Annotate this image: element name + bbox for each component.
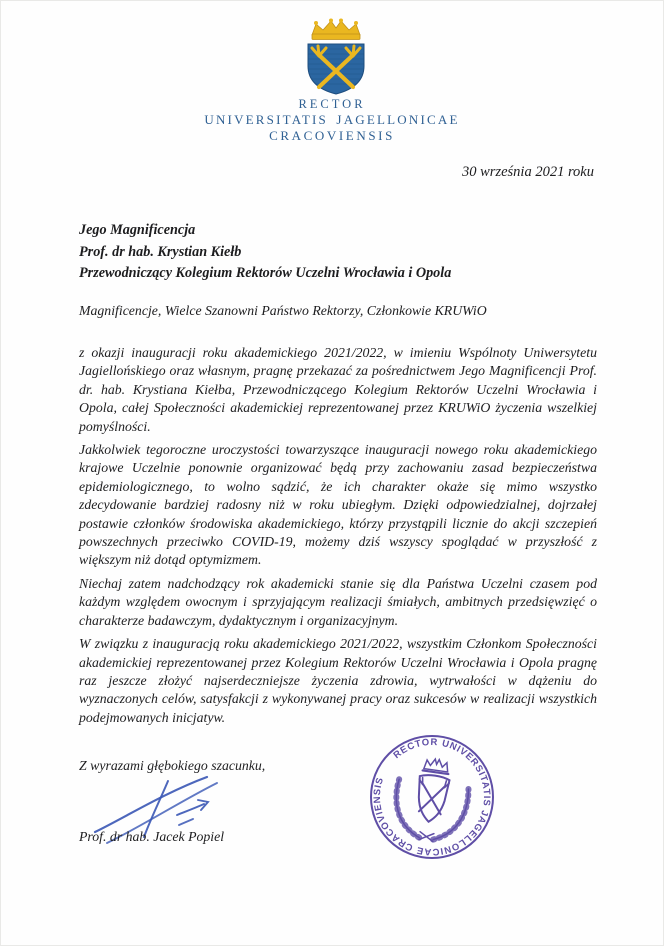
stamp-crown-icon [423,758,451,774]
addressee-title: Przewodniczący Kolegium Rektorów Uczelni Wrocławia i Opola [79,265,452,281]
letterhead-line3: CRACOVIENSIS [269,127,395,143]
addressee-block [79,220,451,285]
rector-round-stamp-icon [367,732,497,862]
paragraph-4: W związku z inauguracją roku akademickiego 2021/2022, wszystkim Członkom Społeczności akademickiej reprezentowanej przez Kolegium Rektorów Uczelni Wrocławia i Opola pragnę raz jeszcze złożyć najserdeczniejsze życzenia zdrowia, wytrwałości w dążeniu do wyznaczonych celów, satysfakcji z wykonywanej pracy oraz sukcesów w realizacji wszystkich podejmowanych inicjatyw. [79,636,597,725]
paragraph-3: Niechaj zatem nadchodzący rok akademicki stanie się dla Państwa Uczelni czasem pod każdym względem owocnym i sprzyjającym realizacji śmiałych, ambitnych przedsięwzięć o charakterze badawczym, dydaktycznym i organizacyjnym. [79,575,597,628]
letterhead-title: RECTOR [298,97,366,111]
stamp-ring-text: RECTOR UNIVERSITATIS JAGELLONICAE CRACOVIENSIS [371,736,493,858]
addressee-honorific: Jego Magnificencja [79,222,196,238]
salutation: Magnificencje, Wielce Szanowni Państwo Rektorzy, Członkowie KRUWiO [79,303,487,318]
paragraph-1: z okazji inauguracji roku akademickiego 2021/2022, w imieniu Wspólnoty Uniwersytetu Jagiellońskiego oraz własnym, pragnę przekazać za pośrednictwem Jego Magnificencji Prof. dr. hab. Krystiana Kiełba, Przewodniczącego Kolegium Rektorów Uczelni Wrocławia i Opola, całej Społeczności akademickiej reprezentowanej przez KRUWiO życzenia wszelkiej pomyślności. [79,345,597,434]
valediction: Z wyrazami głębokiego szacunku, [79,758,266,773]
letter-body [79,344,597,732]
stamp-wreath-icon [390,779,469,845]
letterhead-line2: UNIVERSITATIS JAGELLONICAE [204,112,460,127]
letter-date: 30 września 2021 roku [462,164,594,180]
stamp-emblem [390,754,472,845]
crown-icon [312,19,360,40]
signer-name: Prof. dr hab. Jacek Popiel [79,829,225,844]
letterhead [1,97,663,143]
paragraph-2: Jakkolwiek tegoroczne uroczystości towarzyszące inauguracji nowego roku akademickiego krajowe Uczelnie ponownie organizować będą przy zachowaniu zasad bezpieczeństwa epidemiologicznego, to wolno sądzić, że ich charakter okaże się mimo wszystko zdecydowanie bardziej radosny niż w roku ubiegłym. Dzięki odpowiedzialnej, dojrzałej postawie członków środowiska akademickiego, którzy przystąpili licznie do akcji szczepień powszechnych przeciwko COVID-19, możemy dziś wszyscy spoglądać w przyszłość z większym niż dotąd optymizmem. [79,442,597,568]
jagiellonian-crest-icon [290,18,382,96]
addressee-name: Prof. dr hab. Krystian Kiełb [79,243,242,260]
